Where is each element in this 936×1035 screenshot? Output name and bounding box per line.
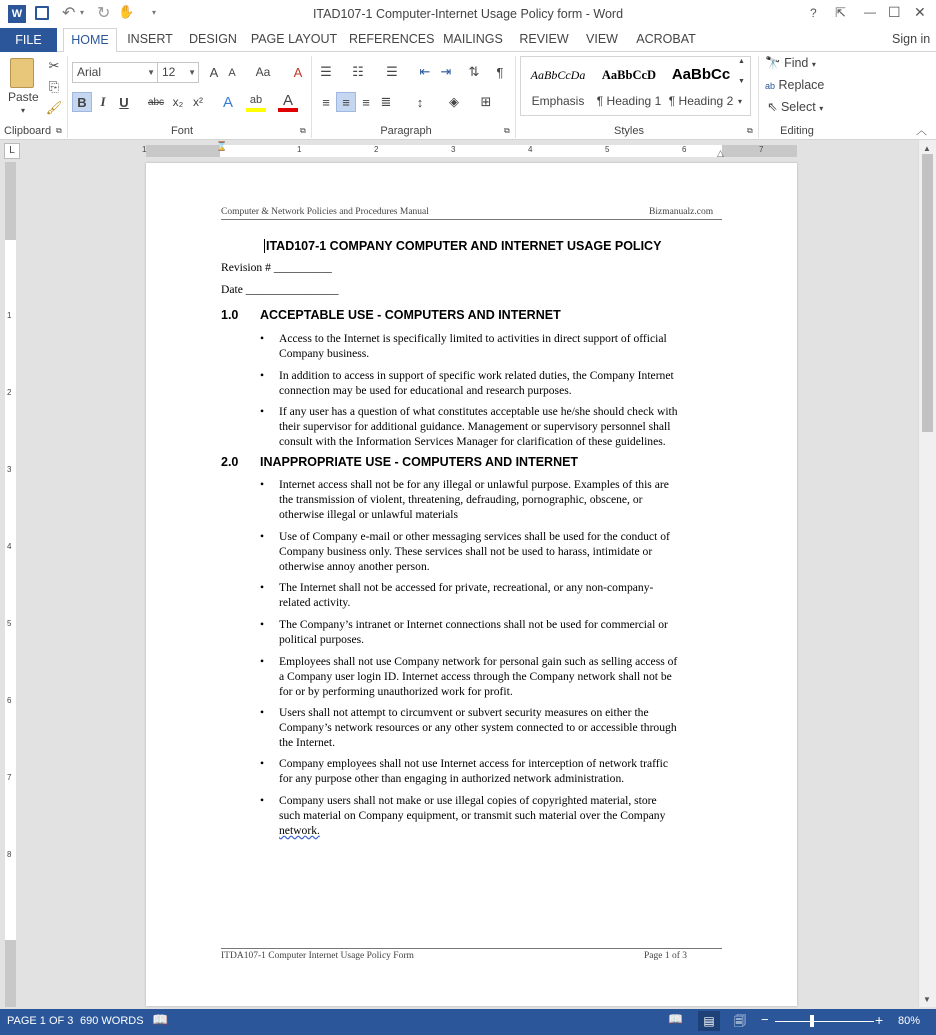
tab-selector-icon[interactable]: L xyxy=(4,143,20,159)
word-count[interactable]: 690 WORDS xyxy=(80,1015,144,1027)
list-item: • Use of Company e-mail or other messaging services shall be used for the conduct of Company business only. These services shall not be used to harass, intimidate or otherwise annoy another person. xyxy=(279,529,724,574)
clipboard-group-label: Clipboard xyxy=(4,125,52,137)
highlight-icon[interactable]: ab xyxy=(246,92,266,112)
shrink-font-icon[interactable]: A xyxy=(228,67,236,79)
list-item: • Access to the Internet is specifically limited to activities in direct support of official Company business. xyxy=(279,331,724,361)
title-bar xyxy=(0,0,936,28)
ruler-mark: 1 xyxy=(297,145,302,154)
ruler-mark: 3 xyxy=(451,145,456,154)
replace-icon: ab xyxy=(765,81,776,91)
paste-button[interactable]: Paste xyxy=(8,90,39,104)
styles-scroll-down-icon[interactable]: ▼ xyxy=(738,78,745,85)
styles-scroll-up-icon[interactable]: ▲ xyxy=(738,58,745,65)
list-item: • The Internet shall not be accessed for private, recreational, or any non-company- related activity. xyxy=(279,580,724,610)
horizontal-ruler-bar xyxy=(0,140,936,162)
vruler-mark: 7 xyxy=(7,773,12,782)
footer-left: ITDA107-1 Computer Internet Usage Policy Form xyxy=(221,951,414,961)
zoom-in-button[interactable]: + xyxy=(875,1012,884,1028)
qat-customize-icon[interactable]: ▾ xyxy=(152,8,157,17)
font-group-label: Font xyxy=(170,125,193,137)
clipboard-launcher-icon[interactable]: ⧉ xyxy=(56,126,62,135)
page-count[interactable]: PAGE 1 OF 3 xyxy=(7,1015,74,1027)
align-right-icon[interactable]: ≡ xyxy=(362,94,370,110)
italic-button[interactable]: I xyxy=(100,94,106,109)
editing-group-label: Editing xyxy=(780,125,814,137)
paste-dropdown-icon[interactable]: ▾ xyxy=(21,106,26,115)
list-item: • Employees shall not use Company network for personal gain such as selling access of a Company user login ID. Internet access through the Company network shall not be for or by performing unauthorized work for profit. xyxy=(279,654,724,699)
header-right: Bizmanualz.com xyxy=(649,207,714,217)
change-case-icon[interactable]: Aa xyxy=(255,65,271,79)
format-painter-icon[interactable]: 🖌 xyxy=(45,100,63,115)
underline-button[interactable]: U xyxy=(119,94,129,110)
vruler-mark: 2 xyxy=(7,388,12,397)
undo-icon[interactable]: ↶ xyxy=(62,5,76,22)
close-button[interactable]: ✕ xyxy=(914,4,926,20)
list-item: • Internet access shall not be for any illegal or unlawful purpose. Examples of this are the transmission of violent, threatening, defrauding, pornographic, obscene, or otherwise illegal or unlawful materials xyxy=(279,477,724,522)
vertical-scrollbar[interactable] xyxy=(918,140,936,1007)
copy-icon[interactable]: ⎘ xyxy=(48,79,60,94)
ribbon-tabs xyxy=(0,28,936,52)
header-left: Computer & Network Policies and Procedures Manual xyxy=(221,207,429,217)
ruler-mark: 7 xyxy=(759,145,764,154)
status-bar xyxy=(0,1009,936,1035)
right-indent-marker[interactable]: △ xyxy=(717,148,724,158)
tab-home[interactable]: HOME xyxy=(63,28,117,53)
align-center-icon[interactable]: ≡ xyxy=(336,92,356,112)
tab-review[interactable]: REVIEW xyxy=(519,32,569,46)
tab-view[interactable]: VIEW xyxy=(586,32,618,46)
superscript-button[interactable]: x² xyxy=(193,95,203,109)
text-cursor xyxy=(264,239,265,253)
vertical-ruler[interactable] xyxy=(0,162,20,1007)
vruler-mark: 8 xyxy=(7,850,12,859)
zoom-slider-thumb[interactable] xyxy=(810,1015,814,1027)
sort-icon[interactable]: ⇅ xyxy=(468,64,480,79)
tab-acrobat[interactable]: ACROBAT xyxy=(636,32,696,46)
clear-formatting-icon[interactable]: A xyxy=(293,64,303,80)
section-number: 1.0 xyxy=(221,308,239,322)
indent-marker[interactable]: ⌛ xyxy=(216,141,228,151)
cursor-icon: ⇖ xyxy=(767,100,778,114)
list-item: • Users shall not attempt to circumvent or subvert security measures on either the Company’s network resources or any other system connected to or accessible through the Internet. xyxy=(279,705,724,750)
minimize-button[interactable]: — xyxy=(864,5,876,19)
save-icon[interactable] xyxy=(35,6,49,20)
section-heading: INAPPROPRIATE USE - COMPUTERS AND INTERNET xyxy=(260,455,579,469)
cut-icon[interactable]: ✂ xyxy=(48,58,60,73)
style-emphasis[interactable]: AaBbCcDa Emphasis xyxy=(530,68,586,108)
line-spacing-icon[interactable]: ↕ xyxy=(416,94,424,110)
document-page[interactable] xyxy=(146,163,797,1006)
list-item: • The Company’s intranet or Internet connections shall not be used for commercial or political purposes. xyxy=(279,617,724,647)
ruler-mark: 5 xyxy=(605,145,610,154)
show-marks-button[interactable]: ¶ xyxy=(496,64,504,80)
decrease-indent-icon[interactable]: ⇤ xyxy=(419,64,431,79)
maximize-button[interactable]: ☐ xyxy=(888,4,901,20)
grow-font-icon[interactable]: A xyxy=(209,64,219,80)
tab-insert[interactable]: INSERT xyxy=(127,32,173,46)
find-button[interactable]: 🔭 Find ▾ xyxy=(765,56,816,70)
zoom-slider[interactable] xyxy=(775,1021,874,1022)
ruler-mark: 6 xyxy=(682,145,687,154)
window-title: ITAD107-1 Computer-Internet Usage Policy form - Word xyxy=(312,7,624,21)
tab-file[interactable]: FILE xyxy=(0,28,57,52)
tab-design[interactable]: DESIGN xyxy=(189,32,237,46)
bold-button[interactable]: B xyxy=(72,92,92,112)
footer-right: Page 1 of 3 xyxy=(644,951,688,961)
scroll-up-icon[interactable]: ▲ xyxy=(923,144,931,153)
styles-launcher-icon[interactable]: ⧉ xyxy=(747,126,753,135)
help-button[interactable]: ? xyxy=(810,6,817,20)
paragraph-group-label: Paragraph xyxy=(380,125,432,137)
ruler-mark: 4 xyxy=(528,145,533,154)
binoculars-icon: 🔭 xyxy=(765,56,781,70)
style-heading-2[interactable]: AaBbCc ¶ Heading 2 xyxy=(668,66,734,108)
tab-page-layout[interactable]: PAGE LAYOUT xyxy=(250,32,338,46)
font-launcher-icon[interactable]: ⧉ xyxy=(300,126,306,135)
numbering-icon[interactable]: ☷ xyxy=(352,64,364,79)
styles-more-icon[interactable]: ▾ xyxy=(738,97,743,106)
zoom-level[interactable]: 80% xyxy=(898,1015,921,1027)
select-button[interactable]: ⇖ Select ▾ xyxy=(767,100,824,114)
paragraph-launcher-icon[interactable]: ⧉ xyxy=(504,126,510,135)
scroll-down-icon[interactable]: ▼ xyxy=(923,995,931,1004)
ribbon-home xyxy=(0,52,936,140)
vruler-mark: 4 xyxy=(7,542,12,551)
section-heading: ACCEPTABLE USE - COMPUTERS AND INTERNET xyxy=(260,308,561,322)
font-color-icon[interactable]: A xyxy=(278,92,298,112)
ribbon-display-options-button[interactable]: ⇱ xyxy=(835,5,846,20)
tab-mailings[interactable]: MAILINGS xyxy=(443,32,503,46)
vruler-mark: 3 xyxy=(7,465,12,474)
font-size-dropdown[interactable]: 12 ▼ xyxy=(157,62,199,83)
vruler-mark: 6 xyxy=(7,696,12,705)
proofing-icon[interactable]: 📖 xyxy=(152,1012,169,1027)
vruler-mark: 1 xyxy=(7,311,12,320)
text-effects-icon[interactable]: A xyxy=(222,93,233,111)
styles-group-label: Styles xyxy=(614,125,644,137)
print-layout-icon[interactable]: ▤ xyxy=(698,1011,720,1031)
align-left-icon[interactable]: ≡ xyxy=(322,94,330,110)
zoom-out-button[interactable]: − xyxy=(761,1012,769,1027)
replace-button[interactable]: ab Replace xyxy=(765,78,825,92)
tab-references[interactable]: REFERENCES xyxy=(349,32,435,46)
sign-in-link[interactable]: Sign in xyxy=(892,32,931,46)
scroll-thumb[interactable] xyxy=(922,154,933,432)
word-app-icon[interactable]: W xyxy=(8,5,26,23)
web-layout-icon[interactable]: 🗐 xyxy=(734,1014,746,1028)
touch-mode-icon[interactable]: ✋ xyxy=(118,4,135,19)
shading-icon[interactable]: ◈ xyxy=(449,94,459,109)
collapse-ribbon-icon[interactable]: ︿ xyxy=(916,125,927,137)
ruler-mark: 2 xyxy=(374,145,379,154)
strikethrough-button[interactable]: abc xyxy=(147,96,165,108)
ruler-mark: 1 xyxy=(142,145,147,154)
date-field[interactable]: Date ________________ xyxy=(221,283,339,296)
list-item: • In addition to access in support of specific work related duties, the Company Internet connection may be used for educational and research purposes. xyxy=(279,368,724,398)
read-mode-icon[interactable]: 📖 xyxy=(668,1012,683,1026)
multilevel-list-icon[interactable]: ☰ xyxy=(386,64,398,79)
redo-icon[interactable]: ↻ xyxy=(97,5,111,22)
list-item: • Company users shall not make or use illegal copies of copyrighted material, store such material on Company equipment, or transmit such material over the Company network. xyxy=(279,793,724,838)
list-item: • Company employees shall not use Internet access for interception of network traffic for any purpose other than engaging in authorized network administration. xyxy=(279,756,724,786)
bullets-icon[interactable]: ☰ xyxy=(320,64,332,79)
increase-indent-icon[interactable]: ⇥ xyxy=(440,64,452,79)
vruler-mark: 5 xyxy=(7,619,12,628)
borders-icon[interactable]: ⊞ xyxy=(480,94,492,109)
font-family-dropdown[interactable]: Arial ▼ xyxy=(72,62,158,83)
justify-icon[interactable]: ≣ xyxy=(380,94,392,109)
subscript-button[interactable]: x₂ xyxy=(172,95,184,109)
paste-icon[interactable] xyxy=(10,58,34,88)
document-title: ITAD107-1 COMPANY COMPUTER AND INTERNET USAGE POLICY xyxy=(266,239,662,253)
list-item: • If any user has a question of what constitutes acceptable use he/she should check with their supervisor for additional guidance. Management or supervisory personnel shall consult with the Information Services Manager for clarification of these guidelines. xyxy=(279,404,724,449)
revision-field[interactable]: Revision # __________ xyxy=(221,261,332,274)
undo-dropdown-icon[interactable]: ▾ xyxy=(80,8,85,17)
section-number: 2.0 xyxy=(221,455,239,469)
style-heading-1[interactable]: AaBbCcD ¶ Heading 1 xyxy=(596,68,662,108)
horizontal-ruler[interactable] xyxy=(146,145,797,157)
